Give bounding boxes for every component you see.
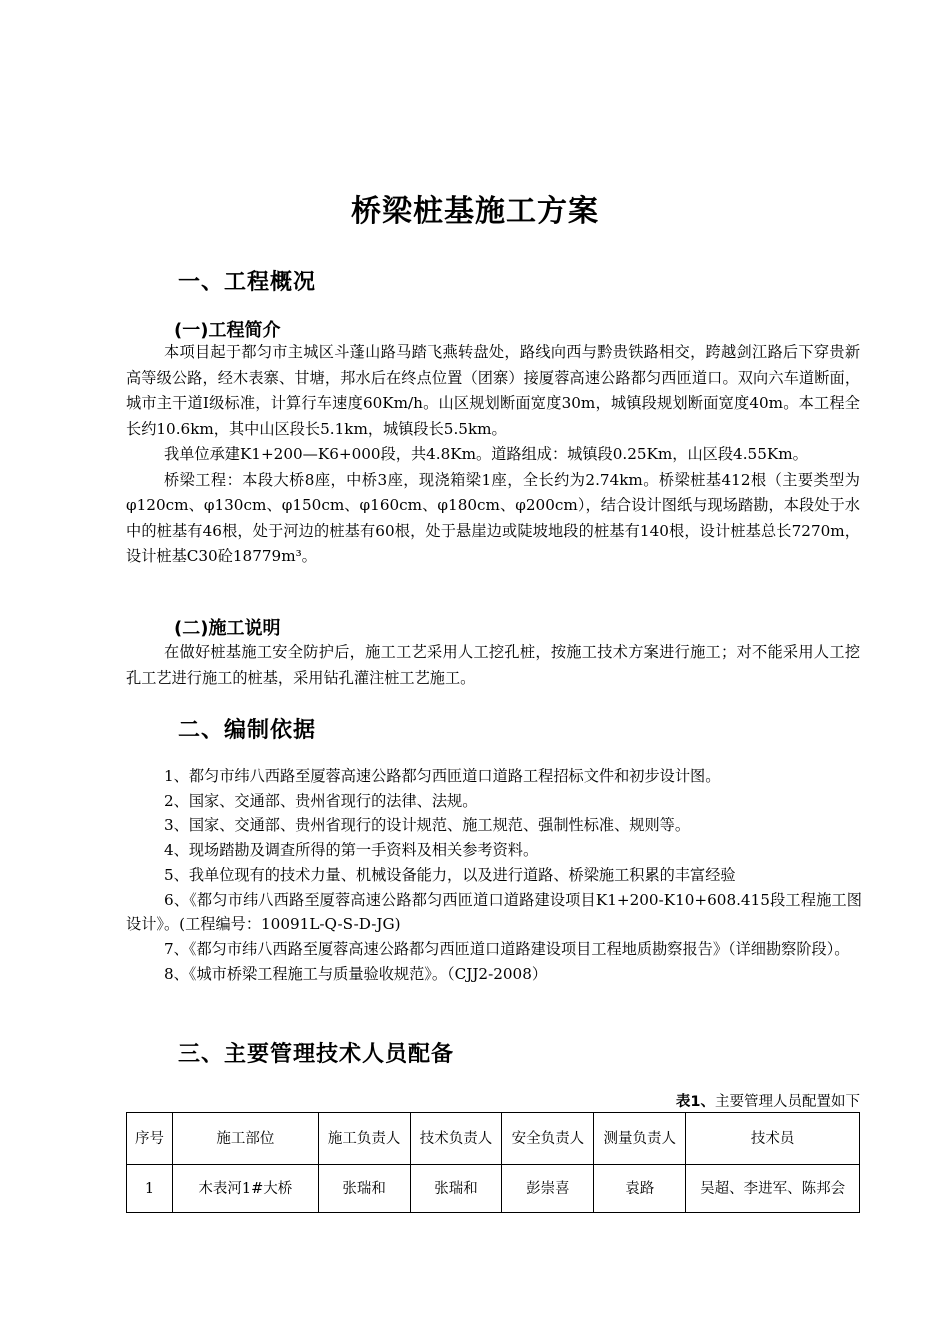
table-header-cell: 测量负责人 — [594, 1113, 686, 1165]
table-header-cell: 施工负责人 — [318, 1113, 410, 1165]
table-header-cell: 技术员 — [686, 1113, 860, 1165]
table-cell: 袁路 — [594, 1165, 686, 1213]
table-caption — [676, 1090, 860, 1111]
construction-paragraph: 在做好桩基施工安全防护后，施工工艺采用人工挖孔桩，按施工技术方案进行施工；对不能采用人工挖孔工艺进行施工的桩基，采用钻孔灌注桩工艺施工。 — [126, 643, 860, 687]
table-caption-text: 主要管理人员配置如下 — [715, 1094, 860, 1110]
table-cell: 1 — [127, 1165, 173, 1213]
basis-item: 2、国家、交通部、贵州省现行的法律、法规。 — [164, 791, 478, 810]
table-header-cell: 施工部位 — [172, 1113, 318, 1165]
basis-item: 5、我单位现有的技术力量、机械设备能力，以及进行道路、桥梁施工积累的丰富经验 — [164, 865, 736, 884]
intro-paragraph-1: 本项目起于都匀市主城区斗蓬山路马踏飞燕转盘处，路线向西与黔贵铁路相交，跨越剑江路后下穿贵新高等级公路，经木表寨、甘塘，邦水后在终点位置（团寨）接厦蓉高速公路都匀西匝道口。双向六车道断面，城市主干道Ⅰ级标准，计算行车速度60Km/h。山区规划断面宽度30m，城镇段规划断面宽度40m。本工程全长约10.6km，其中山区段长5.1km，城镇段长5.5km。 — [126, 343, 860, 438]
basis-item: 8、《城市桥梁工程施工与质量验收规范》。（CJJ2-2008） — [164, 964, 548, 983]
table-header-row — [127, 1113, 860, 1165]
basis-list — [126, 764, 862, 986]
basis-item: 7、《都匀市纬八西路至厦蓉高速公路都匀西匝道口道路建设项目工程地质勘察报告》（详细勘察阶段）。 — [164, 939, 850, 958]
table-header-cell: 安全负责人 — [502, 1113, 594, 1165]
table-cell: 张瑞和 — [410, 1165, 502, 1213]
table-caption-number: 表1、 — [675, 1094, 715, 1110]
table-cell: 木表河1#大桥 — [172, 1165, 318, 1213]
staff-table — [126, 1112, 860, 1213]
intro-paragraph-3: 桥梁工程：本段大桥8座，中桥3座，现浇箱梁1座，全长约为2.74km。桥梁桩基412根（主要类型为φ120cm、φ130cm、φ150cm、φ160cm、φ180cm、φ200cm），结合设计图纸与现场踏勘，本段处于水中的桩基有46根，处于河边的桩基有60根，处于悬崖边或陡坡地段的桩基有140根，设计桩基总长7270m，设计桩基C30砼18779m³。 — [126, 470, 860, 565]
section-heading-overview: 一、工程概况 — [178, 270, 317, 295]
table-cell: 张瑞和 — [318, 1165, 410, 1213]
document-title: 桥梁桩基施工方案 — [351, 194, 599, 229]
intro-body — [126, 340, 860, 570]
table-header-cell: 技术负责人 — [410, 1113, 502, 1165]
basis-item: 4、现场踏勘及调查所得的第一手资料及相关参考资料。 — [164, 841, 539, 860]
basis-item: 1、都匀市纬八西路至厦蓉高速公路都匀西匝道口道路工程招标文件和初步设计图。 — [164, 767, 721, 785]
section-heading-staffing: 三、主要管理技术人员配备 — [178, 1042, 455, 1067]
table-cell: 吴超、李进军、陈邦会 — [686, 1165, 860, 1213]
basis-item: 3、国家、交通部、贵州省现行的设计规范、施工规范、强制性标准、规则等。 — [164, 816, 691, 835]
table-cell: 彭崇喜 — [502, 1165, 594, 1213]
basis-item: 6、《都匀市纬八西路至厦蓉高速公路都匀西匝道口道路建设项目K1+200-K10+608.415段工程施工图设计》。(工程编号：10091L-Q-S-D-JG) — [126, 890, 862, 934]
intro-paragraph-2: 我单位承建K1+200—K6+000段，共4.8Km。道路组成：城镇段0.25Km，山区段4.55Km。 — [164, 445, 808, 463]
subsection-heading-intro: (一)工程简介 — [174, 320, 281, 341]
subsection-heading-construction: (二)施工说明 — [174, 618, 281, 639]
section-heading-basis: 二、编制依据 — [178, 718, 317, 743]
construction-body — [126, 640, 860, 691]
table-header-cell: 序号 — [127, 1113, 173, 1165]
table-row — [127, 1165, 860, 1213]
